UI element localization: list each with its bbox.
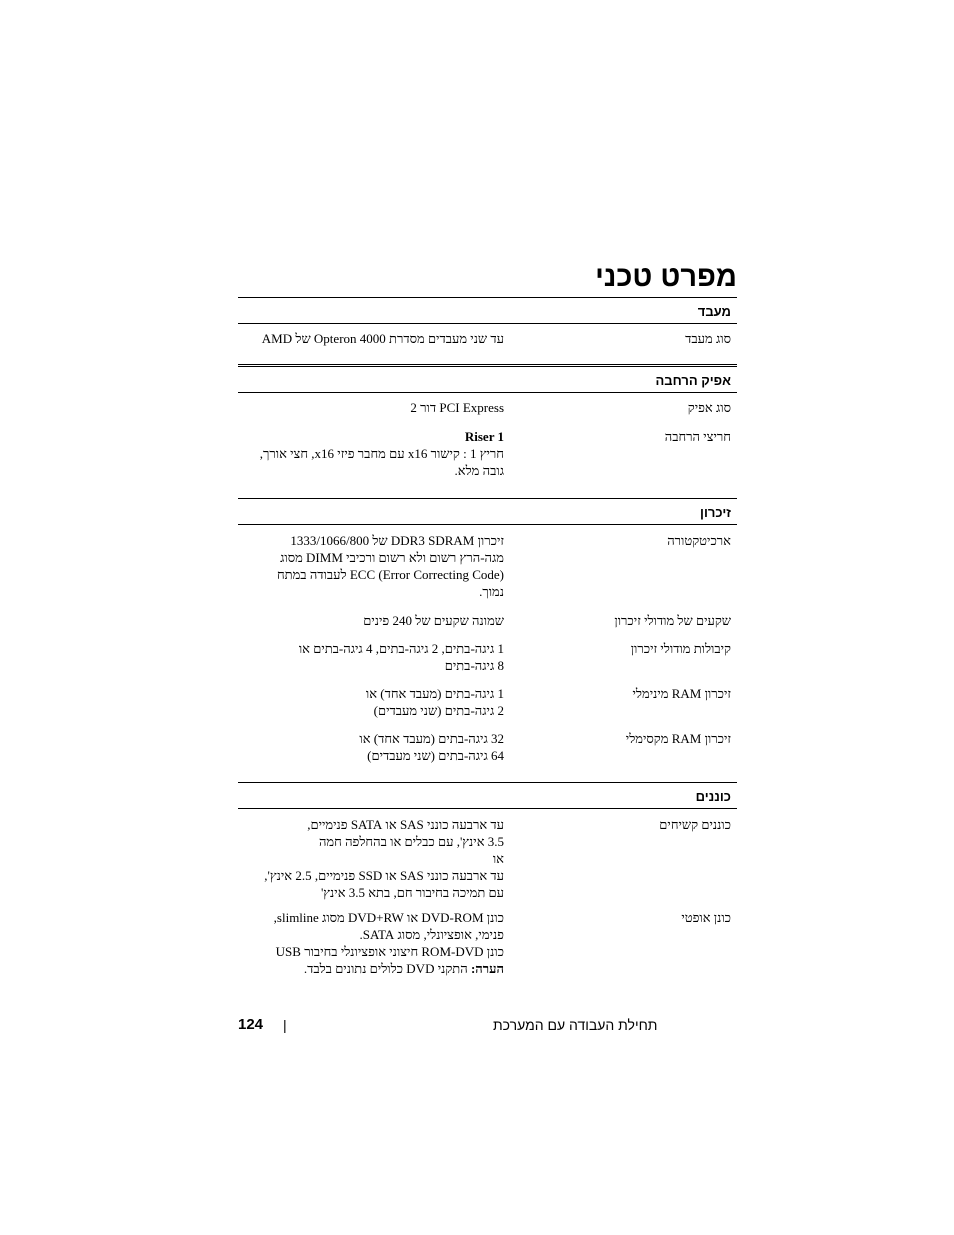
- spec-label: כונן אופטי: [681, 910, 731, 925]
- spec-value: 32 גיגה-בתים (מעבד אחד) או 64 גיגה-בתים (שני מעבדים): [359, 731, 504, 763]
- page-title: מפרט טכני: [595, 261, 737, 293]
- spec-label: כוננים קשיחים: [659, 817, 731, 832]
- section-expansion-bus: [238, 366, 737, 499]
- section-memory: [238, 498, 737, 783]
- spec-label: קיבולות מודולי זיכרון: [630, 641, 731, 656]
- section-processor: [238, 297, 737, 365]
- footer-separator: |: [283, 1017, 287, 1033]
- spec-value: Riser 1 חריץ 1 : קישור x16 עם מחבר פיזי x16, חצי אורך, גובה מלא.: [242, 428, 504, 479]
- riser-label: Riser 1: [464, 429, 504, 444]
- spec-label: חריצי הרחבה: [664, 429, 731, 444]
- section-heading: זיכרון: [238, 498, 737, 525]
- page-footer: [238, 1013, 738, 1037]
- section-drives: [238, 782, 737, 984]
- section-heading: כוננים: [238, 782, 737, 809]
- note: [242, 960, 504, 977]
- spec-label: ארכיטקטורה: [667, 533, 731, 548]
- section-heading: אפיק הרחבה: [238, 366, 737, 393]
- spec-label: זיכרון RAM מקסימלי: [625, 731, 731, 746]
- spec-value: עד שני מעבדים מסדרת Opteron 4000 של AMD: [261, 331, 504, 346]
- section-heading: מעבד: [238, 297, 737, 324]
- footer-text: תחילת העבודה עם המערכת: [493, 1017, 658, 1033]
- spec-value: עד ארבעה כונני SAS או SATA פנימיים, 3.5 אינץ', עם כבלים או בהחלפה חמה או עד ארבעה כונני SAS או SSD פנימיים, 2.5 אינץ', עם תמיכה בחיבור חם, בתא 3.5 אינץ': [264, 817, 504, 900]
- spec-value: כונן DVD-ROM או DVD+RW מסוג slimline, פנימי, אופציונלי, מסוג SATA. כונן ROM-DVD חיצוני אופציונלי בחיבור USB הערה: התקני DVD כלולים נתונים בלבד.: [242, 909, 504, 977]
- spec-label: סוג אפיק: [687, 400, 731, 415]
- note-text: התקני DVD כלולים נתונים בלבד.: [303, 961, 468, 976]
- page-number: 124: [238, 1016, 264, 1033]
- spec-value: 1 גיגה-בתים, 2 גיגה-בתים, 4 גיגה-בתים או 8 גיגה-בתים: [298, 641, 504, 673]
- spec-value: שמונה שקעים של 240 פינים: [363, 613, 504, 628]
- spec-value: PCI Express דור 2: [410, 400, 504, 415]
- note-label: הערה:: [470, 961, 504, 976]
- spec-label: סוג מעבד: [685, 331, 731, 346]
- spec-label: שקעים של מודולי זיכרון: [614, 613, 731, 628]
- spec-label: זיכרון RAM מינימלי: [632, 686, 731, 701]
- spec-value: 1 גיגה-בתים (מעבד אחד) או 2 גיגה-בתים (שני מעבדים): [365, 686, 504, 718]
- spec-value: זיכרון DDR3 SDRAM של 1333/1066/800 מגה-הרץ רשום ולא רשום ורכיבי DIMM מסוג ECC (Error Correcting Code) לעבודה במתח נמוך.: [276, 533, 504, 599]
